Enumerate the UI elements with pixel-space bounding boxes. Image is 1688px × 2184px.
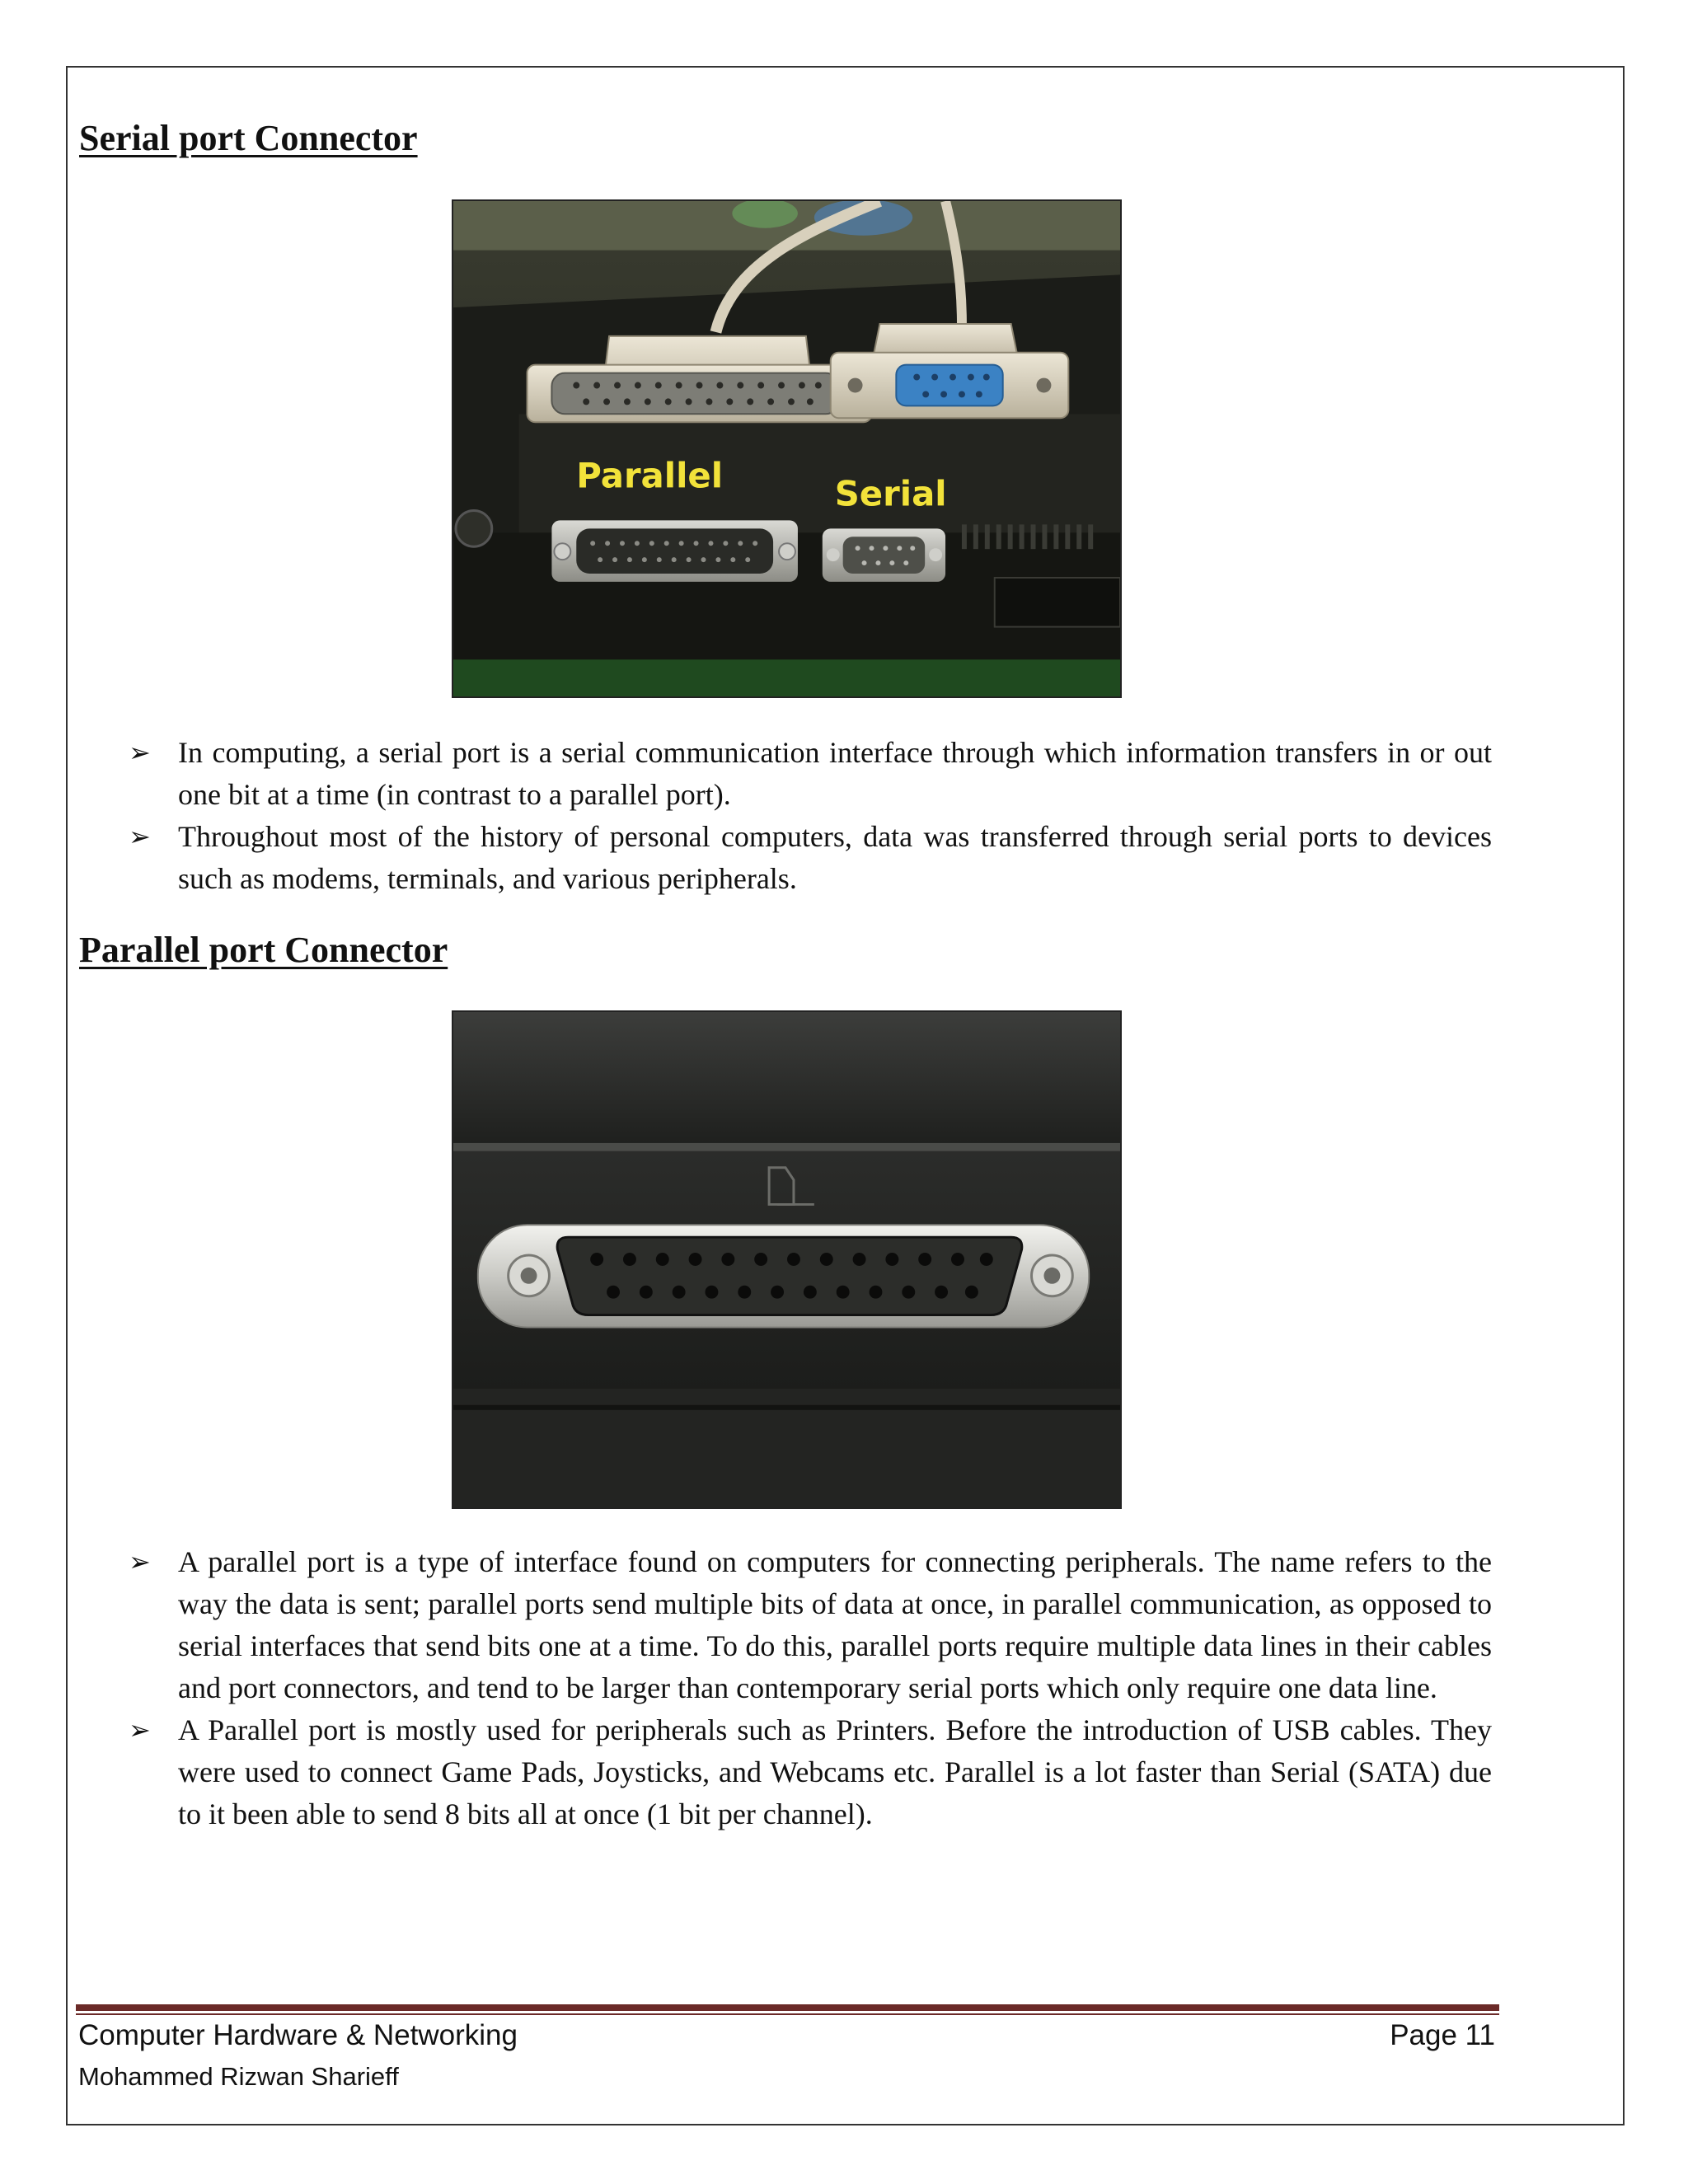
footer-author: Mohammed Rizwan Sharieff: [78, 2062, 399, 2091]
bullet-text: Throughout most of the history of personal computers, data was transferred through serial ports to devices such as modems, terminals, and various peripherals.: [178, 820, 1492, 895]
bullet-text: In computing, a serial port is a serial communication interface through which information transfers in or out one bit at a time (in contrast to a parallel port).: [178, 736, 1492, 811]
arrow-bullet-icon: ➢: [129, 821, 151, 852]
serial-bullet-list: [124, 732, 1492, 900]
list-item: [124, 1541, 1492, 1709]
arrow-bullet-icon: ➢: [129, 1714, 151, 1746]
section-heading-serial: Serial port Connector: [79, 118, 418, 158]
arrow-bullet-icon: ➢: [129, 737, 151, 768]
list-item: [124, 1709, 1492, 1835]
footer-page-number: Page 11: [1390, 2019, 1495, 2051]
footer-title: Computer Hardware & Networking: [78, 2019, 518, 2051]
list-item: [124, 816, 1492, 900]
parallel-photo-illustration: [453, 1012, 1120, 1507]
serial-photo-illustration: [453, 201, 1120, 696]
footer-rule-thin: [76, 2013, 1499, 2015]
parallel-bullet-list: [124, 1541, 1492, 1835]
section-heading-parallel: Parallel port Connector: [79, 930, 448, 970]
arrow-bullet-icon: ➢: [129, 1546, 151, 1577]
parallel-port-photo: [452, 1010, 1122, 1509]
bullet-text: A Parallel port is mostly used for peripherals such as Printers. Before the introduction of USB cables. They were used to connect Game Pads, Joysticks, and Webcams etc. Parallel is a lot faster than Serial (SATA) due to it been able to send 8 bits all at once (1 bit per channel).: [178, 1713, 1492, 1830]
serial-parallel-ports-photo: [452, 199, 1122, 698]
footer-rule: [76, 2004, 1499, 2011]
photo-label-serial: Serial: [834, 473, 947, 514]
photo-label-parallel: Parallel: [576, 455, 724, 496]
list-item: [124, 732, 1492, 816]
bullet-text: A parallel port is a type of interface found on computers for connecting peripherals. The name refers to the way the data is sent; parallel ports send multiple bits of data at once, in parallel communication, as opposed to serial interfaces that send bits one at a time. To do this, parallel ports require multiple data lines in their cables and port connectors, and tend to be larger than contemporary serial ports which only require one data line.: [178, 1545, 1492, 1704]
